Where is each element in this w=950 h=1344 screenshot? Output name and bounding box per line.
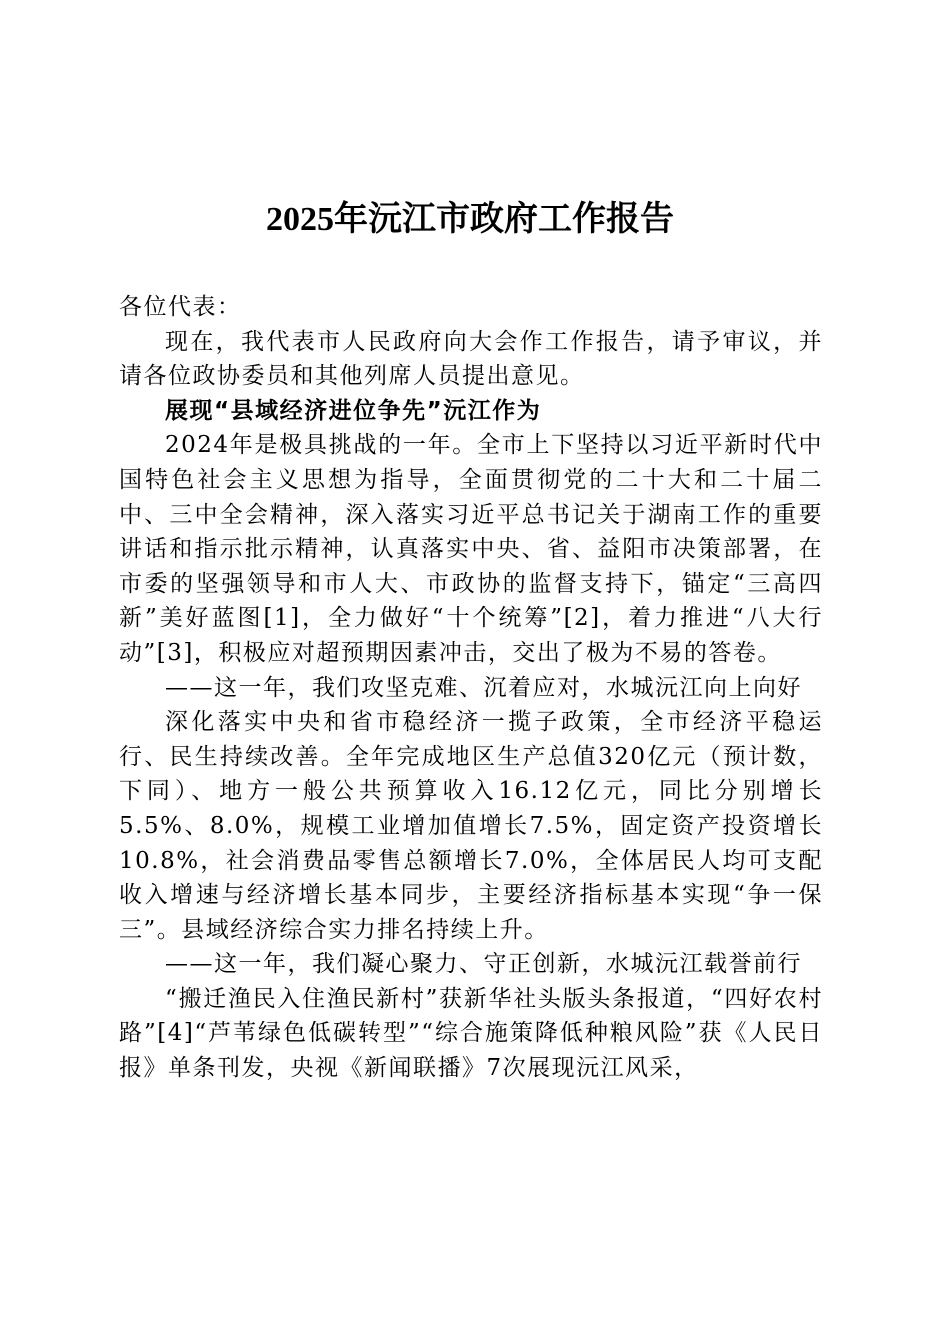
paragraph-2024-overview: 2024年是极具挑战的一年。全市上下坚持以习近平新时代中国特色社会主义思想为指导，全面贯彻党的二十大和二十届二中、三中全会精神，深入落实习近平总书记关于湖南工作的重要讲话和指示批示精神，认真落实中央、省、益阳市决策部署，在市委的坚强领导和市人大、市政协的监督支持下，锚定“三高四新”美好蓝图[1]，全力做好“十个统筹”[2]，着力推进“八大行动”[3]，积极应对超预期因素冲击，交出了极为不易的答卷。	[119, 432, 823, 666]
section-heading: 展现“县域经济进位争先”沅江作为	[165, 397, 542, 424]
paragraph-intro: 现在，我代表市人民政府向大会作工作报告，请予审议，并请各位政协委员和其他列席人员提出意见。	[119, 328, 823, 390]
document-title: 2025年沅江市政府工作报告	[266, 201, 674, 238]
salutation: 各位代表：	[119, 294, 242, 320]
paragraph-media: “搬迁渔民入住渔民新村”获新华社头版头条报道，“四好农村路”[4]“芦苇绿色低碳转型”“综合施策降低种粮风险”获《人民日报》单条刊发，央视《新闻联播》7次展现沅江风采，	[119, 985, 823, 1082]
paragraph-economy: 深化落实中央和省市稳经济一揽子政策，全市经济平稳运行、民生持续改善。全年完成地区生产总值320亿元（预计数，下同）、地方一般公共预算收入16.12亿元，同比分别增长5.5%、8.0%，规模工业增加值增长7.5%，固定资产投资增长10.8%，社会消费品零售总额增长7.0%，全体居民人均可支配收入增速与经济增长基本同步，主要经济指标基本实现“争一保三”。县域经济综合实力排名持续上升。	[119, 709, 823, 943]
subheading-this-year-2: ——这一年，我们凝心聚力、守正创新，水城沅江载誉前行	[165, 951, 802, 978]
document-body	[119, 290, 823, 1086]
subheading-this-year-1: ——这一年，我们攻坚克难、沉着应对，水城沅江向上向好	[165, 674, 802, 701]
